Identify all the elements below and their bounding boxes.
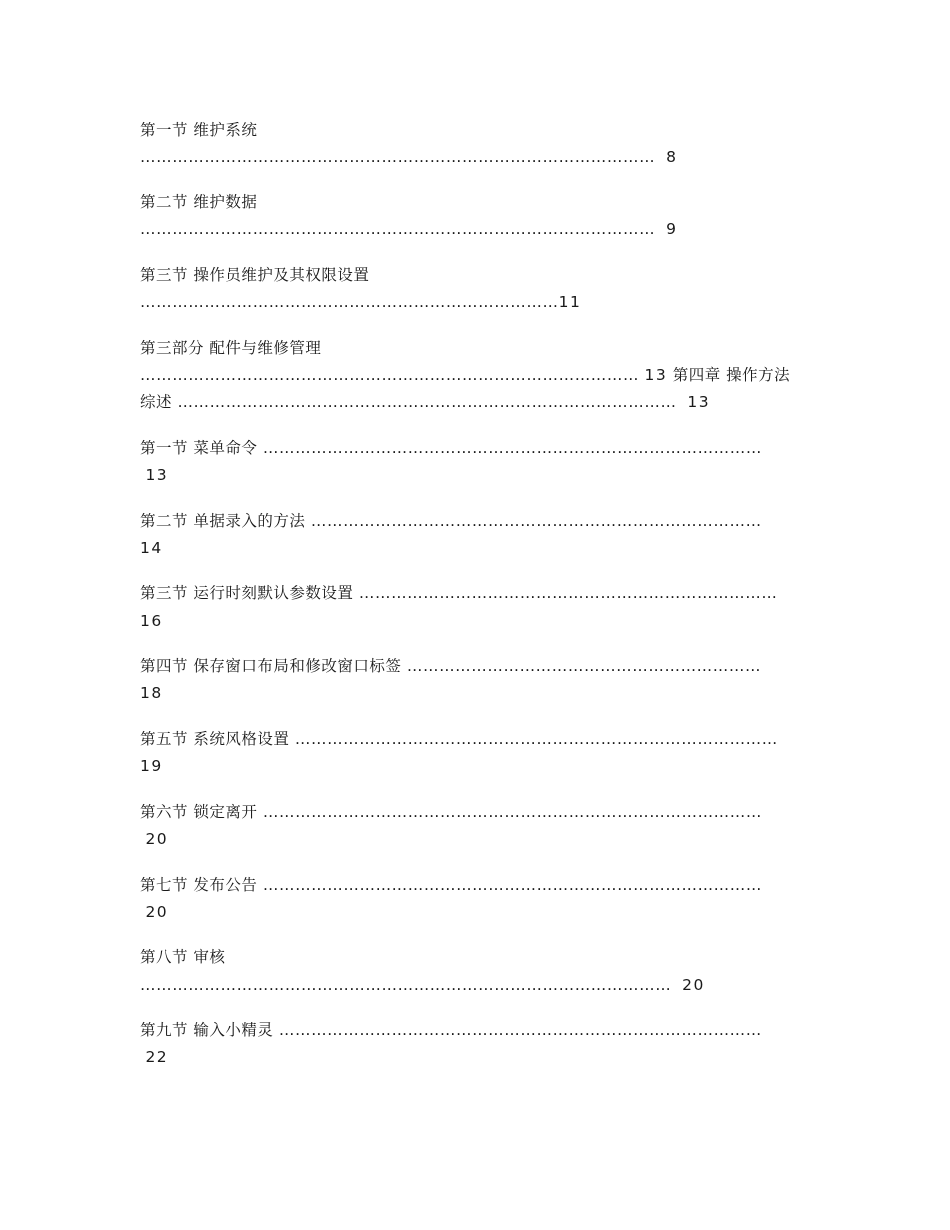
toc-entry-title: 第一节 维护系统 — [140, 121, 258, 139]
toc-leader-dots: ………………………………………………………………………………… — [140, 366, 640, 384]
toc-leader-dots: …………………………………………………………………… — [358, 584, 778, 602]
toc-page-number: 9 — [666, 220, 678, 238]
toc-leader-dots: ………………………………………………………………………… — [310, 512, 762, 530]
toc-page-number: 19 — [140, 757, 163, 775]
toc-leader-dots: ………………………………………………………………………………… — [177, 393, 677, 411]
toc-leader-dots: ………………………………………………………………………………… — [262, 876, 762, 894]
toc-page-number: 20 — [682, 976, 705, 994]
toc-page-number: 13 — [145, 466, 169, 484]
toc-page-line — [140, 611, 163, 631]
toc-page-line — [140, 902, 168, 922]
toc-entry-title: 第三节 操作员维护及其权限设置 — [140, 266, 370, 284]
toc-leader-line — [140, 975, 705, 995]
toc-page-line — [140, 756, 163, 776]
toc-entry-title: 综述 — [140, 393, 173, 411]
toc-page-number: 20 — [145, 830, 169, 848]
toc-entry-title: 第九节 输入小精灵 — [140, 1021, 274, 1039]
toc-leader-line — [140, 147, 677, 167]
toc-entry-title: 第二节 维护数据 — [140, 193, 258, 211]
toc-entry-title: 第七节 发布公告 — [140, 876, 258, 894]
toc-page-line — [140, 1047, 168, 1067]
toc-leader-line — [140, 365, 790, 385]
toc-page-number: 16 — [140, 612, 163, 630]
toc-leader-line — [140, 875, 762, 895]
toc-leader-line — [140, 656, 761, 676]
toc-page-number: 20 — [145, 903, 169, 921]
toc-page-line — [140, 829, 168, 849]
toc-leader-line — [140, 392, 710, 412]
toc-page-number: 8 — [666, 148, 678, 166]
toc-entry-title: 第三部分 配件与维修管理 — [140, 339, 322, 357]
toc-leader-dots: ……………………………………………………………………………… — [278, 1021, 762, 1039]
toc-leader-dots: ……………………………………………………………………………… — [294, 730, 778, 748]
toc-entry-title: 第四节 保存窗口布局和修改窗口标签 — [140, 657, 402, 675]
toc-leader-dots: ………………………………………………………………………………… — [262, 803, 762, 821]
toc-page-number: 14 — [140, 539, 163, 557]
toc-leader-line — [140, 511, 762, 531]
toc-entry-title: 第三节 运行时刻默认参数设置 — [140, 584, 354, 602]
toc-page-number: 11 — [558, 293, 582, 311]
toc-leader-dots: …………………………………………………………………………………… — [140, 148, 656, 166]
toc-leader-line — [140, 729, 778, 749]
toc-page-line — [140, 465, 168, 485]
toc-page-line — [140, 538, 163, 558]
toc-leader-line — [140, 292, 581, 312]
toc-leader-line — [140, 583, 777, 603]
toc-leader-dots: ………………………………………………………………………………… — [262, 439, 762, 457]
toc-leader-line — [140, 438, 762, 458]
toc-leader-line — [140, 219, 677, 239]
toc-leader-line — [140, 1020, 762, 1040]
toc-leader-dots: …………………………………………………………………… — [140, 293, 559, 311]
toc-page-number: 18 — [140, 684, 163, 702]
toc-entry-title: 第一节 菜单命令 — [140, 439, 258, 457]
toc-entry-title: 第二节 单据录入的方法 — [140, 512, 306, 530]
toc-page-number: 13 — [644, 366, 668, 384]
toc-entry-title: 第六节 锁定离开 — [140, 803, 258, 821]
toc-leader-line — [140, 802, 762, 822]
toc-leader-dots: ……………………………………………………………………………………… — [140, 976, 672, 994]
toc-chapter-heading: 第四章 操作方法 — [672, 366, 791, 384]
toc-entry-title: 第五节 系统风格设置 — [140, 730, 290, 748]
toc-leader-dots: …………………………………………………………………………………… — [140, 220, 656, 238]
toc-leader-dots: ………………………………………………………… — [406, 657, 762, 675]
toc-page-number: 22 — [145, 1048, 169, 1066]
toc-entry-title: 第八节 审核 — [140, 948, 226, 966]
toc-page-number: 13 — [687, 393, 711, 411]
toc-page-line — [140, 683, 163, 703]
